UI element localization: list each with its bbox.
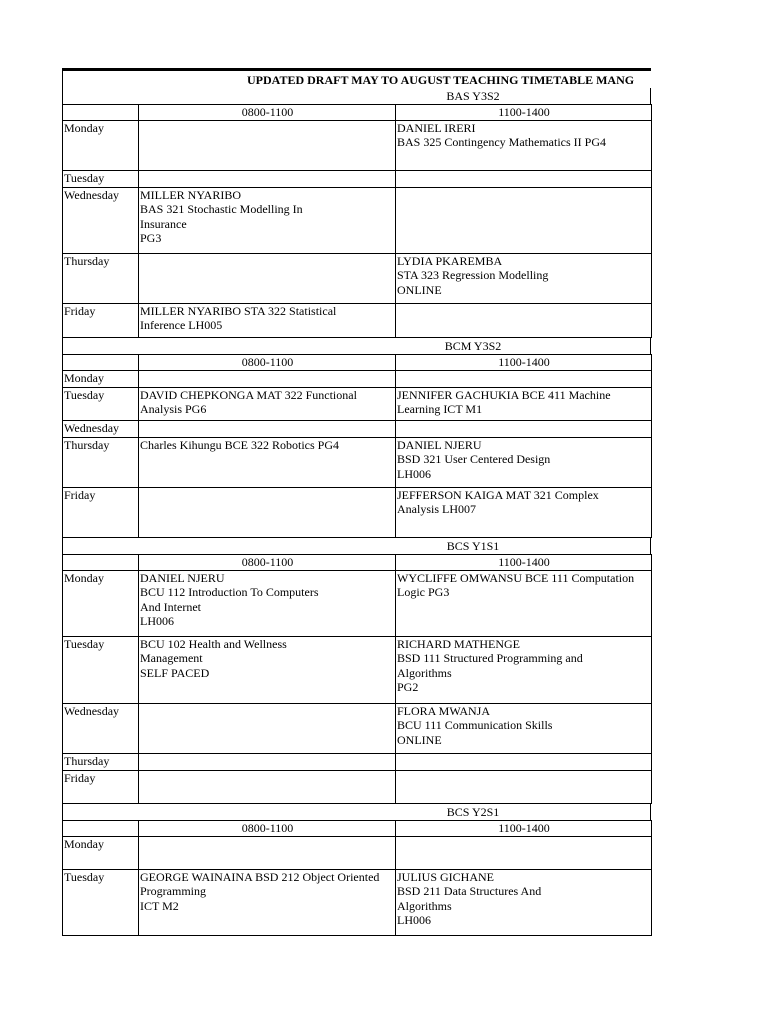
slot-header-row <box>63 355 652 371</box>
slot-header-1100-1400: 1100-1400 <box>396 555 652 571</box>
day-row-monday <box>63 371 652 388</box>
class-cell: MILLER NYARIBO STA 322 Statistical Inference LH005 <box>139 304 396 338</box>
day-row-thursday <box>63 754 652 771</box>
slot-header-row <box>63 821 652 837</box>
slot-header-0800-1100: 0800-1100 <box>139 355 396 371</box>
section-label <box>62 338 651 354</box>
day-row-friday <box>63 304 652 338</box>
class-cell <box>139 121 396 171</box>
day-cell: Friday <box>63 488 139 538</box>
class-cell <box>139 837 396 870</box>
day-cell: Tuesday <box>63 637 139 704</box>
day-row-tuesday <box>63 870 652 936</box>
header-blank-cell <box>63 821 139 837</box>
class-cell: MILLER NYARIBO BAS 321 Stochastic Modelling In Insurance PG3 <box>139 188 396 254</box>
class-cell: DAVID CHEPKONGA MAT 322 Functional Analysis PG6 <box>139 388 396 421</box>
class-cell <box>396 837 652 870</box>
class-cell <box>139 254 396 304</box>
day-cell: Friday <box>63 771 139 804</box>
header-blank-cell <box>63 105 139 121</box>
day-cell: Monday <box>63 371 139 388</box>
day-cell: Wednesday <box>63 188 139 254</box>
class-cell: BCU 102 Health and Wellness Management SELF PACED <box>139 637 396 704</box>
class-cell: DANIEL NJERU BCU 112 Introduction To Computers And Internet LH006 <box>139 571 396 637</box>
class-cell: RICHARD MATHENGE BSD 111 Structured Programming and Algorithms PG2 <box>396 637 652 704</box>
class-cell: LYDIA PKAREMBA STA 323 Regression Modelling ONLINE <box>396 254 652 304</box>
day-cell: Tuesday <box>63 870 139 936</box>
day-row-tuesday <box>63 388 652 421</box>
slot-header-row <box>63 105 652 121</box>
class-cell: JULIUS GICHANE BSD 211 Data Structures And Algorithms LH006 <box>396 870 652 936</box>
day-cell: Monday <box>63 121 139 171</box>
day-row-monday <box>63 837 652 870</box>
day-cell: Tuesday <box>63 171 139 188</box>
day-row-wednesday <box>63 704 652 754</box>
slot-header-1100-1400: 1100-1400 <box>396 355 652 371</box>
slot-header-row <box>63 555 652 571</box>
day-row-thursday <box>63 438 652 488</box>
class-cell: DANIEL IRERI BAS 325 Contingency Mathematics II PG4 <box>396 121 652 171</box>
class-cell: WYCLIFFE OMWANSU BCE 111 Computation Logic PG3 <box>396 571 652 637</box>
section-table <box>62 820 652 936</box>
class-cell <box>139 704 396 754</box>
class-cell: JEFFERSON KAIGA MAT 321 Complex Analysis LH007 <box>396 488 652 538</box>
slot-header-1100-1400: 1100-1400 <box>396 821 652 837</box>
class-cell <box>139 421 396 438</box>
section-table <box>62 104 652 338</box>
section-name: BCS Y1S1 <box>446 539 500 553</box>
class-cell <box>396 771 652 804</box>
section-name: BCM Y3S2 <box>444 339 502 353</box>
day-row-monday <box>63 121 652 171</box>
section-table <box>62 554 652 804</box>
day-row-friday <box>63 771 652 804</box>
slot-header-0800-1100: 0800-1100 <box>139 821 396 837</box>
day-row-friday <box>63 488 652 538</box>
day-cell: Friday <box>63 304 139 338</box>
class-cell <box>396 371 652 388</box>
class-cell: Charles Kihungu BCE 322 Robotics PG4 <box>139 438 396 488</box>
class-cell <box>396 304 652 338</box>
slot-header-1100-1400: 1100-1400 <box>396 105 652 121</box>
day-row-thursday <box>63 254 652 304</box>
day-cell: Tuesday <box>63 388 139 421</box>
slot-header-0800-1100: 0800-1100 <box>139 555 396 571</box>
day-row-tuesday <box>63 637 652 704</box>
class-cell <box>139 771 396 804</box>
section-label <box>62 538 651 554</box>
class-cell <box>396 754 652 771</box>
class-cell <box>139 488 396 538</box>
class-cell <box>396 171 652 188</box>
class-cell <box>139 171 396 188</box>
day-cell: Monday <box>63 571 139 637</box>
day-row-monday <box>63 571 652 637</box>
day-cell: Thursday <box>63 254 139 304</box>
day-cell: Thursday <box>63 438 139 488</box>
day-cell: Monday <box>63 837 139 870</box>
timetable-sheet <box>62 68 651 936</box>
timetable-title-row <box>62 68 651 88</box>
section-name: BAS Y3S2 <box>446 89 500 103</box>
class-cell <box>139 371 396 388</box>
timetable-sections <box>62 88 651 936</box>
header-blank-cell <box>63 555 139 571</box>
slot-header-0800-1100: 0800-1100 <box>139 105 396 121</box>
day-cell: Thursday <box>63 754 139 771</box>
header-blank-cell <box>63 355 139 371</box>
class-cell <box>396 421 652 438</box>
day-row-wednesday <box>63 188 652 254</box>
class-cell <box>396 188 652 254</box>
class-cell: DANIEL NJERU BSD 321 User Centered Design LH006 <box>396 438 652 488</box>
day-row-wednesday <box>63 421 652 438</box>
section-label <box>62 804 651 820</box>
section-label <box>62 88 651 104</box>
day-row-tuesday <box>63 171 652 188</box>
class-cell: JENNIFER GACHUKIA BCE 411 Machine Learning ICT M1 <box>396 388 652 421</box>
class-cell <box>139 754 396 771</box>
section-name: BCS Y2S1 <box>446 805 500 819</box>
section-table <box>62 354 652 538</box>
class-cell: FLORA MWANJA BCU 111 Communication Skills ONLINE <box>396 704 652 754</box>
class-cell: GEORGE WAINAINA BSD 212 Object Oriented Programming ICT M2 <box>139 870 396 936</box>
timetable-title: UPDATED DRAFT MAY TO AUGUST TEACHING TIMETABLE MANG <box>247 73 635 87</box>
day-cell: Wednesday <box>63 704 139 754</box>
day-cell: Wednesday <box>63 421 139 438</box>
